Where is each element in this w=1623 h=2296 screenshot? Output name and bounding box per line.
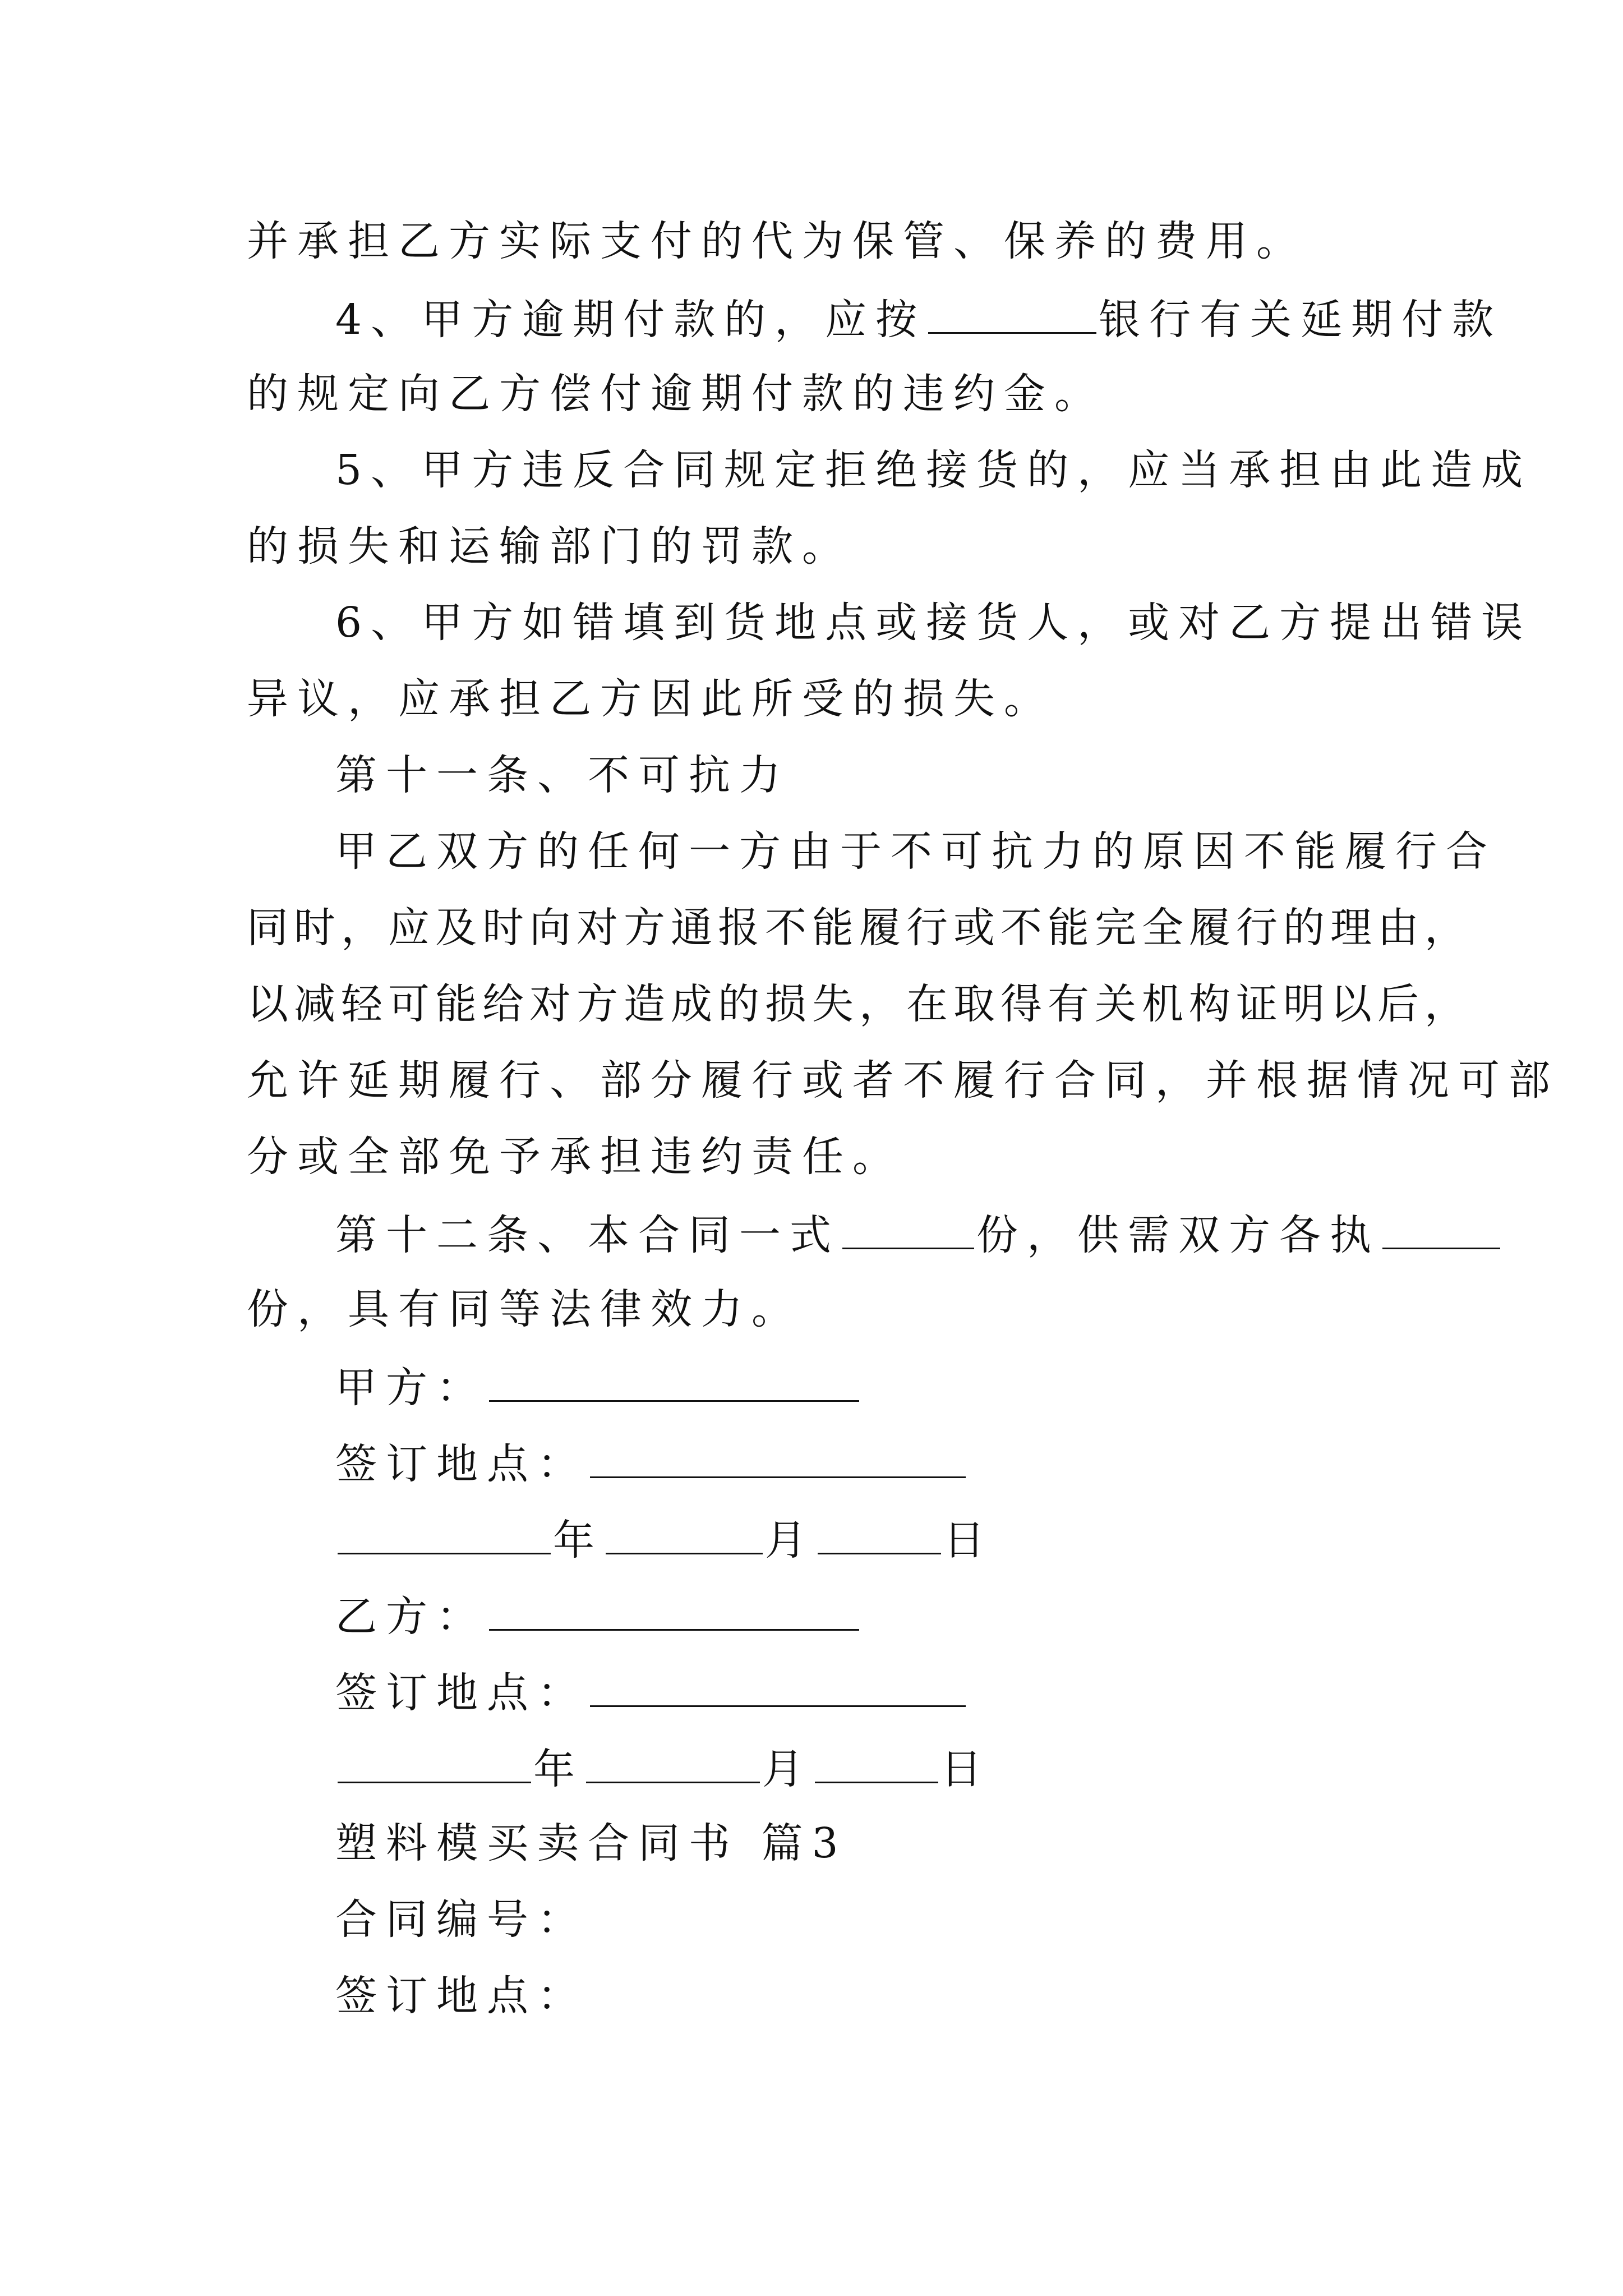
text: 签订地点： <box>335 1972 588 2020</box>
month-label: 月 <box>762 1745 813 1793</box>
sign-place-line <box>335 1969 588 2023</box>
date-a-line <box>335 1511 994 1567</box>
text: 同时，应及时向对方通报不能履行或不能完全履行的理由， <box>247 904 1472 952</box>
month-blank <box>586 1740 760 1783</box>
text: 份，具有同等法律效力。 <box>247 1285 802 1333</box>
paragraph-line <box>335 596 1532 650</box>
text: 6、甲方如错填到货地点或接货人，或对乙方提出错误 <box>335 599 1532 647</box>
paragraph-line <box>247 977 1472 1031</box>
party-a-label: 甲方： <box>335 1364 487 1412</box>
paragraph-line <box>335 443 1532 497</box>
paragraph-line <box>247 672 1054 726</box>
place-b-blank <box>590 1664 966 1707</box>
date-b-line <box>335 1740 991 1796</box>
paragraph-line <box>247 367 1105 421</box>
paragraph-line <box>247 1282 802 1336</box>
paragraph-line <box>247 1130 903 1184</box>
place-b-line <box>335 1664 968 1720</box>
text: 4、甲方逾期付款的，应按 <box>335 296 926 344</box>
text: 允许延期履行、部分履行或者不履行合同，并根据情况可部 <box>247 1056 1559 1105</box>
party-a-blank <box>489 1359 859 1402</box>
text: 甲乙双方的任何一方由于不可抗力的原因不能履行合 <box>335 827 1496 876</box>
year-label: 年 <box>533 1745 584 1793</box>
text: 第十一条、不可抗力 <box>335 751 790 799</box>
next-section-title <box>335 1816 847 1870</box>
contract-number-line <box>335 1893 588 1947</box>
blank-underline <box>1382 1206 1500 1249</box>
day-blank <box>815 1740 938 1783</box>
place-b-label: 签订地点： <box>335 1669 588 1717</box>
text: 银行有关延期付款 <box>1099 296 1503 344</box>
day-blank <box>818 1511 941 1554</box>
text: 5、甲方违反合同规定拒绝接货的，应当承担由此造成 <box>335 446 1532 494</box>
paragraph-line <box>247 901 1472 955</box>
text: 以减轻可能给对方造成的损失，在取得有关机构证明以后， <box>247 980 1472 1028</box>
place-a-blank <box>590 1435 966 1478</box>
place-a-label: 签订地点： <box>335 1440 588 1488</box>
paragraph-line <box>247 1053 1559 1107</box>
paragraph-line <box>247 214 1307 268</box>
text: 的规定向乙方偿付逾期付款的违约金。 <box>247 370 1105 418</box>
section-heading <box>335 748 790 802</box>
place-a-line <box>335 1435 968 1491</box>
party-b-label: 乙方： <box>335 1593 487 1641</box>
text: 第十二条、本合同一式 <box>335 1211 840 1259</box>
year-blank <box>338 1511 551 1554</box>
text: 份，供需双方各执 <box>976 1211 1380 1259</box>
paragraph-line <box>335 1206 1502 1262</box>
party-b-blank <box>489 1588 859 1631</box>
paragraph-line <box>335 825 1496 878</box>
blank-underline <box>928 291 1096 334</box>
day-label: 日 <box>943 1516 994 1565</box>
paragraph-line <box>247 519 852 573</box>
paragraph-line <box>335 291 1502 347</box>
text: 的损失和运输部门的罚款。 <box>247 522 852 570</box>
text: 并承担乙方实际支付的代为保管、保养的费用。 <box>247 217 1307 265</box>
day-label: 日 <box>940 1745 991 1793</box>
blank-underline <box>842 1206 974 1249</box>
month-label: 月 <box>765 1516 815 1565</box>
text: 合同编号： <box>335 1895 588 1944</box>
text: 分或全部免予承担违约责任。 <box>247 1133 903 1181</box>
party-b-line <box>335 1588 861 1644</box>
year-label: 年 <box>553 1516 603 1565</box>
text: 塑料模买卖合同书 篇3 <box>335 1819 847 1867</box>
month-blank <box>606 1511 763 1554</box>
party-a-line <box>335 1359 861 1415</box>
year-blank <box>338 1740 531 1783</box>
text: 异议，应承担乙方因此所受的损失。 <box>247 675 1054 723</box>
